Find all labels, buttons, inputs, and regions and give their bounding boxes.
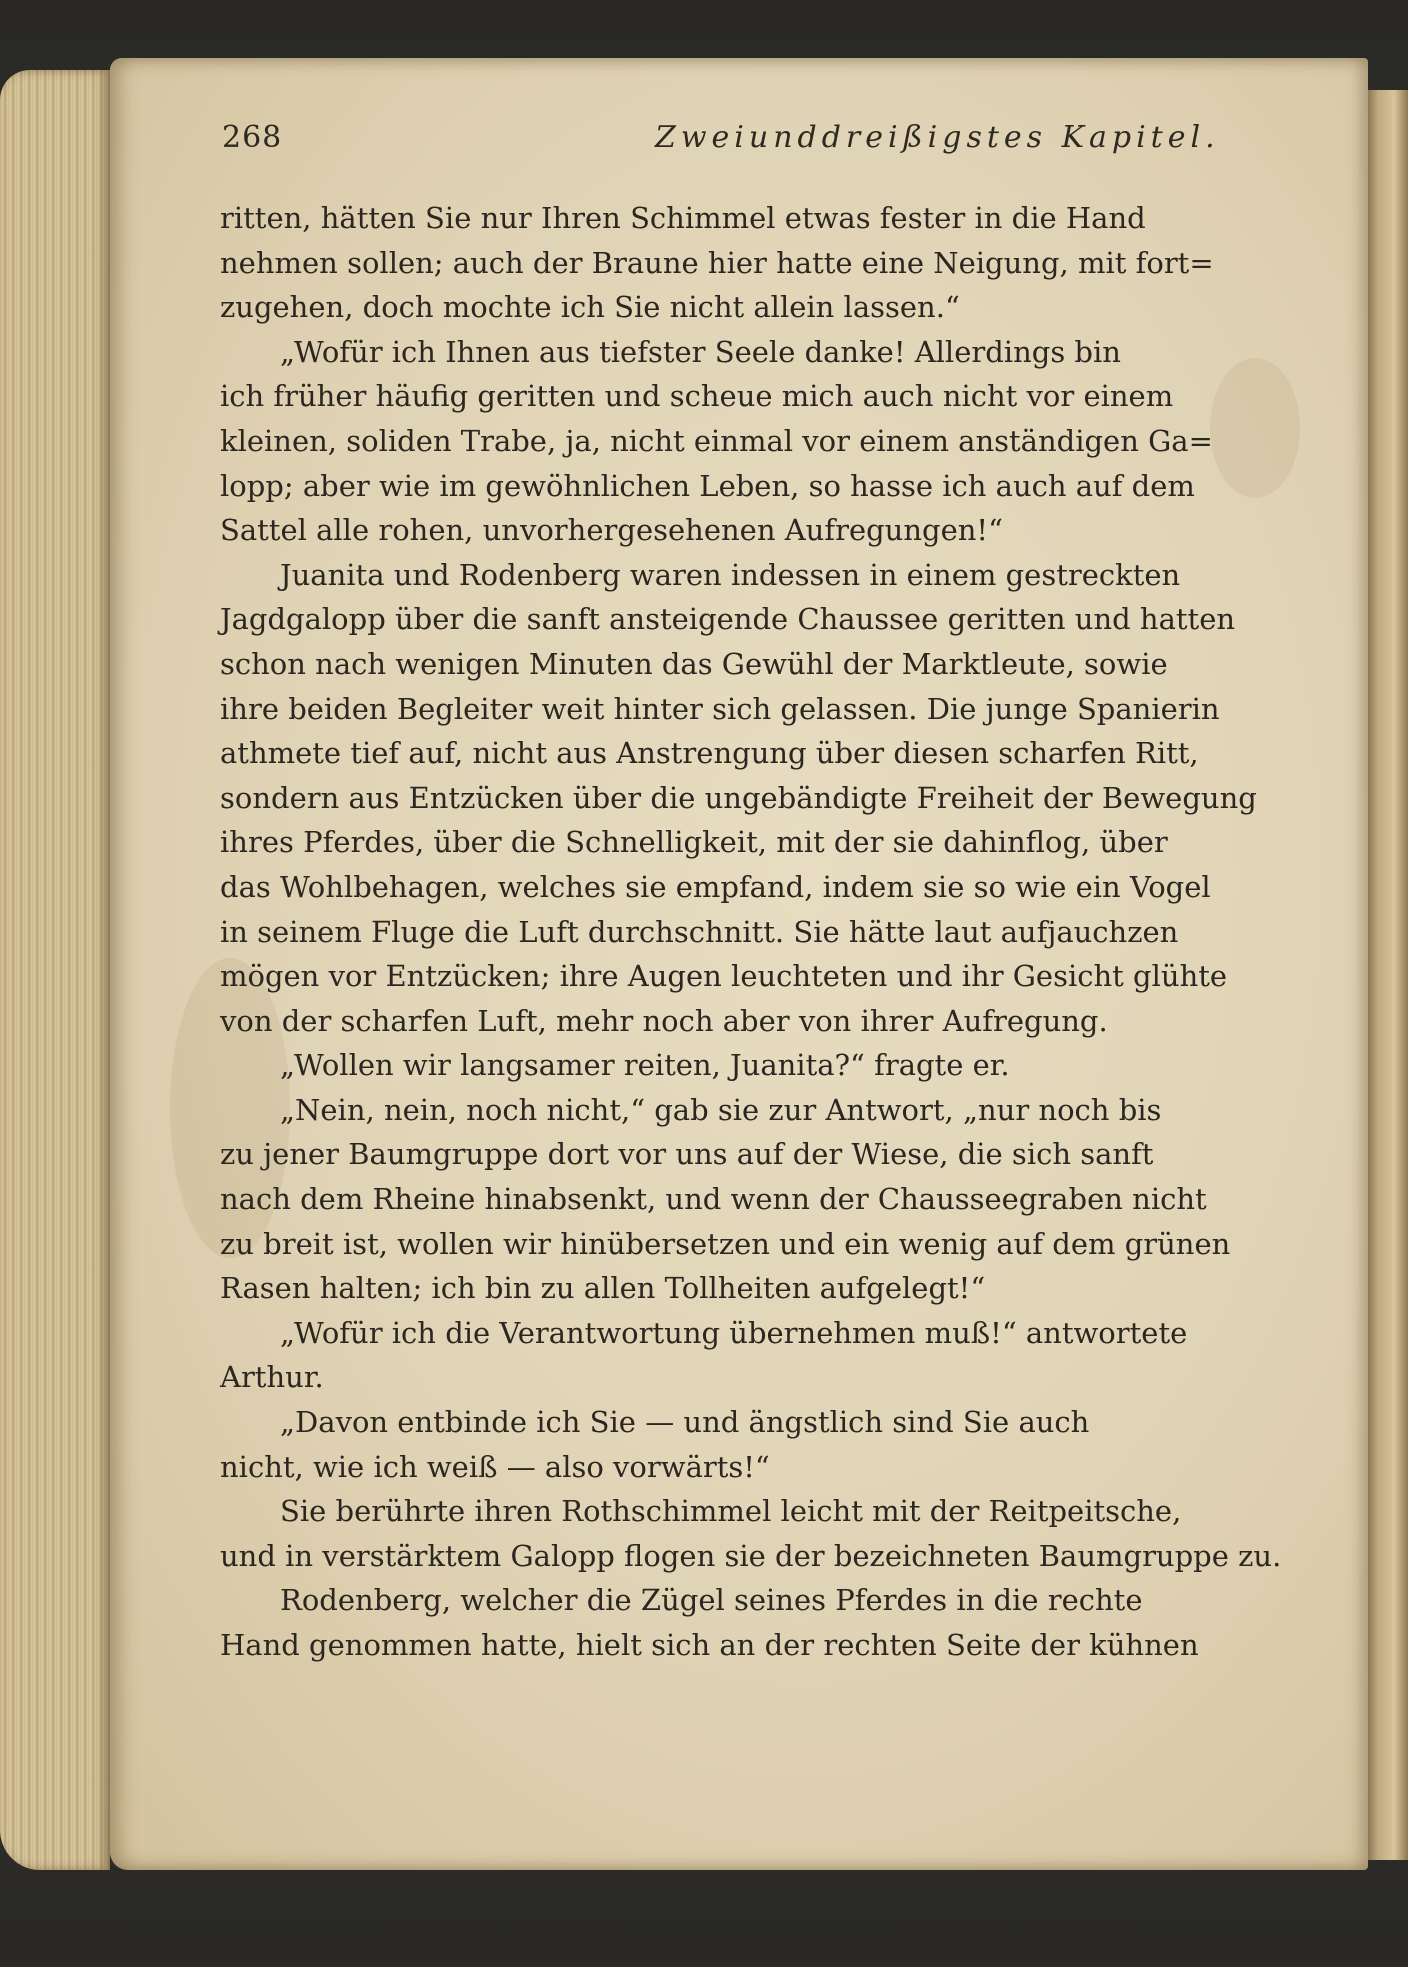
text-line: „Davon entbinde ich Sie — und ängstlich sind Sie auch [280,1405,1090,1440]
text-line: nehmen sollen; auch der Braune hier hatte eine Neigung, mit fort= [220,245,1214,280]
text-line: ihres Pferdes, über die Schnelligkeit, mit der sie dahinflog, über [220,825,1168,860]
paper-stain [1210,358,1300,498]
page-header [110,58,1368,155]
text-line: mögen vor Entzücken; ihre Augen leuchteten und ihr Gesicht glühte [220,959,1228,994]
text-line: ihre beiden Begleiter weit hinter sich gelassen. Die junge Spanierin [220,691,1220,726]
text-line: schon nach wenigen Minuten das Gewühl der Marktleute, sowie [220,646,1168,681]
text-line: Arthur. [220,1360,324,1395]
text-line: in seinem Fluge die Luft durchschnitt. Sie hätte laut aufjauchzen [220,914,1179,949]
text-line: und in verstärktem Galopp flogen sie der bezeichneten Baumgruppe zu. [220,1538,1282,1573]
running-head: Zweiunddreißigstes Kapitel. [655,120,1220,155]
page-stack-edge-left [0,70,110,1870]
body-text [220,196,1282,1668]
page-number: 268 [222,120,283,155]
book-page [110,58,1368,1870]
text-line: Juanita und Rodenberg waren indessen in einem gestreckten [280,557,1181,592]
text-line: von der scharfen Luft, mehr noch aber von ihrer Aufregung. [220,1003,1108,1038]
text-line: ich früher häufig geritten und scheue mich auch nicht vor einem [220,379,1174,414]
text-line: das Wohlbehagen, welches sie empfand, indem sie so wie ein Vogel [220,869,1211,904]
text-line: nicht, wie ich weiß — also vorwärts!“ [220,1449,770,1484]
text-line: „Nein, nein, noch nicht,“ gab sie zur Antwort, „nur noch bis [280,1092,1162,1127]
text-line: zu jener Baumgruppe dort vor uns auf der Wiese, die sich sanft [220,1137,1154,1172]
text-line: Rodenberg, welcher die Zügel seines Pferdes in die rechte [280,1583,1143,1618]
text-line: ritten, hätten Sie nur Ihren Schimmel etwas fester in die Hand [220,201,1146,235]
text-line: lopp; aber wie im gewöhnlichen Leben, so hasse ich auch auf dem [220,468,1195,503]
text-line: zugehen, doch mochte ich Sie nicht allein lassen.“ [220,290,960,325]
text-line: Hand genommen hatte, hielt sich an der rechten Seite der kühnen [220,1628,1199,1662]
text-line: Jagdgalopp über die sanft ansteigende Chaussee geritten und hatten [220,602,1236,637]
text-line: Rasen halten; ich bin zu allen Tollheiten aufgelegt!“ [220,1271,986,1306]
text-line: sondern aus Entzücken über die ungebändigte Freiheit der Bewegung [220,780,1257,815]
text-line: zu breit ist, wollen wir hinübersetzen und ein wenig auf dem grünen [220,1226,1231,1261]
text-line: athmete tief auf, nicht aus Anstrengung über diesen scharfen Ritt, [220,736,1199,771]
text-line: „Wofür ich Ihnen aus tiefster Seele danke! Allerdings bin [280,334,1121,369]
text-line: kleinen, soliden Trabe, ja, nicht einmal vor einem anständigen Ga= [220,423,1213,458]
text-line: „Wollen wir langsamer reiten, Juanita?“ fragte er. [280,1048,1010,1083]
text-line: Sattel alle rohen, unvorhergesehenen Aufregungen!“ [220,513,1003,548]
text-line: Sie berührte ihren Rothschimmel leicht mit der Reitpeitsche, [280,1494,1182,1529]
text-line: „Wofür ich die Verantwortung übernehmen muß!“ antwortete [280,1315,1188,1350]
text-line: nach dem Rheine hinabsenkt, und wenn der Chausseegraben nicht [220,1182,1207,1217]
book-spine-edge-right [1362,90,1408,1860]
